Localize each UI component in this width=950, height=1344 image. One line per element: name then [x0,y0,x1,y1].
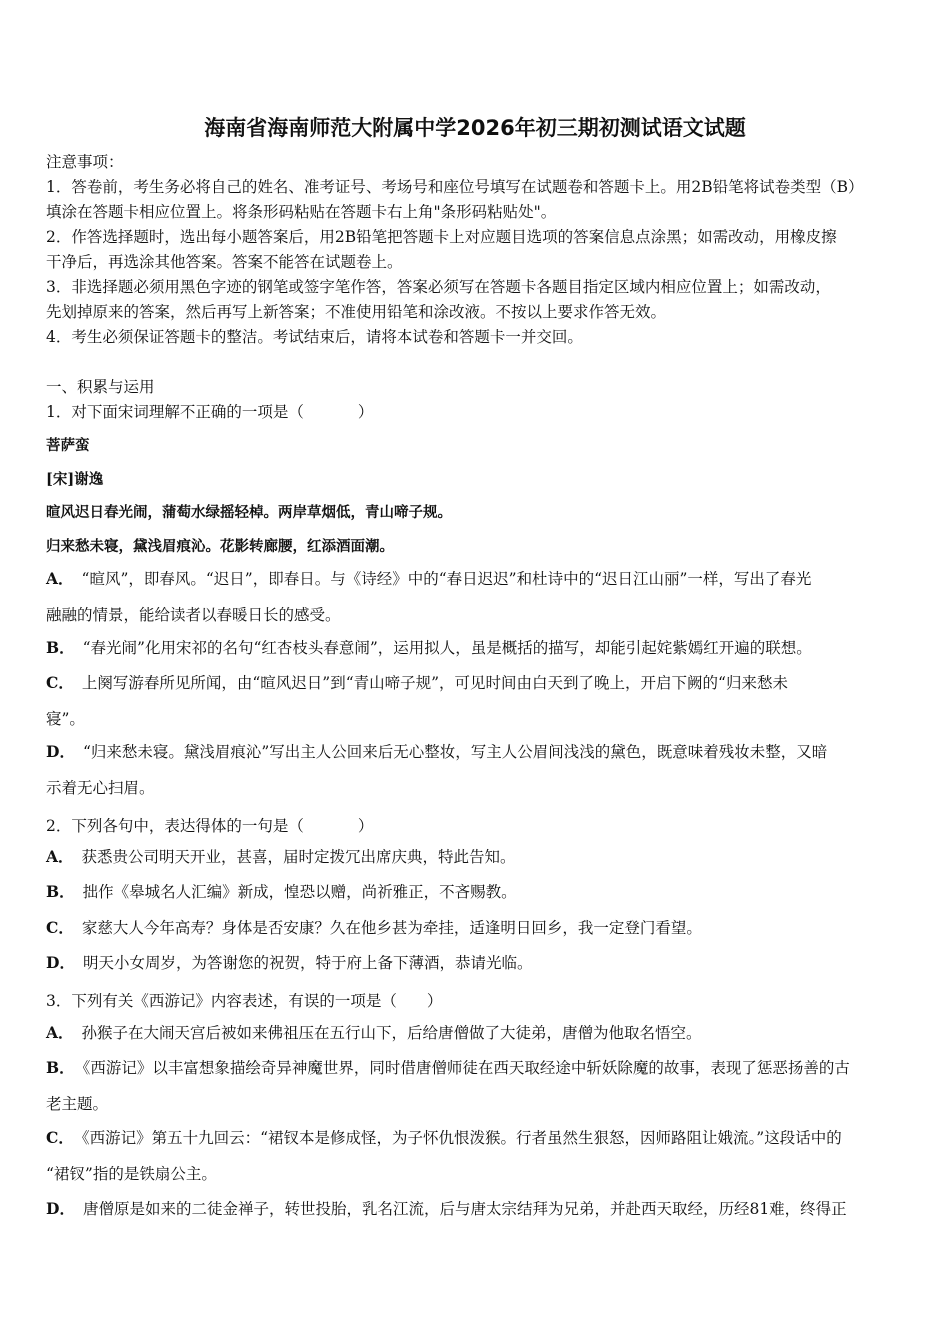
notice-line: 3．非选择题必须用黑色字迹的钢笔或签字笔作答，答案必须写在答题卡各题目指定区域内相应位置上；如需改动， [46,278,831,296]
option-text: 上阕写游春所见所闻，由“暄风迟日”到“青山啼子规”，可见时间由白天到了晚上，开启下阙的“归来愁未 [81,674,788,692]
notice-line: 4．考生必须保证答题卡的整洁。考试结束后，请将本试卷和答题卡一并交回。 [46,328,583,346]
poem-line: 暄风迟日春光闹，蒲萄水绿摇轻棹。两岸草烟低，青山啼子规。 [46,504,452,521]
option-d [46,1191,908,1227]
notice-line: 2．作答选择题时，选出每小题答案后，用2B铅笔把答题卡上对应题目选项的答案信息点涂黑；如需改动，用橡皮擦 [46,228,837,246]
option-text: 获悉贵公司明天开业，甚喜，届时定拨冗出席庆典，特此告知。 [81,848,516,866]
notice-line: 1．答卷前，考生务必将自己的姓名、准考证号、考场号和座位号填写在试题卷和答题卡上。用2B铅笔将试卷类型（B） [46,178,864,196]
notice-line: 填涂在答题卡相应位置上。将条形码粘贴在答题卡右上角"条形码粘贴处"。 [46,203,557,221]
option-label: D． [46,1199,75,1218]
option-text: 孙猴子在大闹天宫后被如来佛祖压在五行山下，后给唐僧做了大徒弟，唐僧为他取名悟空。 [81,1024,702,1042]
question-stem-text: 1．对下面宋词理解不正确的一项是（ [46,403,304,421]
option-c [46,1120,908,1192]
option-label: A． [46,1023,74,1042]
option-b [46,630,908,666]
poem-line: 归来愁未寝，黛浅眉痕沁。花影转廊腰，红添酒面潮。 [46,538,394,555]
section-heading: 一、积累与运用 [46,378,155,396]
option-text-cont: 示着无心扫眉。 [46,779,155,797]
question-stem-text: 3．下列有关《西游记》内容表述，有误的一项是（ [46,992,397,1010]
option-label: C． [46,1128,74,1147]
page-title: 海南省海南师范大附属中学2026年初三期初测试语文试题 [204,116,746,140]
option-label: B． [46,882,75,901]
option-c [46,665,908,737]
option-text: 唐僧原是如来的二徒金禅子，转世投胎，乳名江流，后与唐太宗结拜为兄弟，并赴西天取经，历经81难，终得正 [82,1200,847,1218]
question-stem-text: 2．下列各句中，表达得体的一句是（ [46,817,304,835]
option-c [46,910,908,946]
option-text: 家慈大人今年高寿？身体是否安康？久在他乡甚为牵挂，适逢明日回乡，我一定登门看望。 [81,919,702,937]
option-label: C． [46,673,74,692]
option-a [46,1015,908,1051]
question-stem-close: ） [426,992,443,1010]
option-text-cont: 寝”。 [46,710,85,728]
notice-line: 干净后，再选涂其他答案。答案不能答在试题卷上。 [46,253,403,271]
option-text-cont: 老主题。 [46,1095,109,1113]
option-label: D． [46,742,75,761]
option-b [46,874,908,910]
poem-title: 菩萨蛮 [46,437,90,454]
option-text: 拙作《皋城名人汇编》新成，惶恐以赠，尚祈雅正，不吝赐教。 [82,883,517,901]
option-a [46,839,908,875]
option-d [46,945,908,981]
option-text: 明天小女周岁，为答谢您的祝贺，特于府上备下薄酒，恭请光临。 [82,954,533,972]
poem-author: [宋]谢逸 [46,471,104,488]
option-text-cont: “裙钗”指的是铁扇公主。 [46,1165,217,1183]
notice-heading: 注意事项： [46,153,124,171]
option-label: A． [46,847,74,866]
option-text: 《西游记》以丰富想象描绘奇异神魔世界，同时借唐僧师徒在西天取经途中斩妖除魔的故事，表现了惩恶扬善的古 [82,1059,850,1077]
notice-section [46,150,908,350]
option-label: B． [46,638,75,657]
option-label: C． [46,918,74,937]
question-stem-close: ） [357,403,374,421]
option-text-cont: 融融的情景，能给读者以春暖日长的感受。 [46,606,341,624]
question-stem-close: ） [357,817,374,835]
option-label: A． [46,569,74,588]
question-1-stem [46,400,908,422]
question-2-stem [46,814,908,836]
option-text: “春光闹”化用宋祁的名句“红杏枝头春意闹”，运用拟人，虽是概括的描写，却能引起姹紫嫣红开遍的联想。 [82,639,812,657]
option-a [46,561,908,633]
option-b [46,1050,908,1122]
option-label: B． [46,1058,75,1077]
option-label: D． [46,953,75,972]
notice-line: 先划掉原来的答案，然后再写上新答案；不准使用铅笔和涂改液。不按以上要求作答无效。 [46,303,667,321]
option-d [46,734,908,806]
option-text: 《西游记》第五十九回云：“裙钗本是修成怪，为子怀仇恨泼猴。行者虽然生狠怒，因师路阻让娥流。”这段话中的 [81,1129,842,1147]
option-text: “归来愁未寝。黛浅眉痕沁”写出主人公回来后无心整妆，写主人公眉间浅浅的黛色，既意味着残妆未整，又暗 [82,743,828,761]
question-3-stem [46,989,908,1011]
option-text: “暄风”，即春风。“迟日”，即春日。与《诗经》中的“春日迟迟”和杜诗中的“迟日江山丽”一样，写出了春光 [81,570,812,588]
